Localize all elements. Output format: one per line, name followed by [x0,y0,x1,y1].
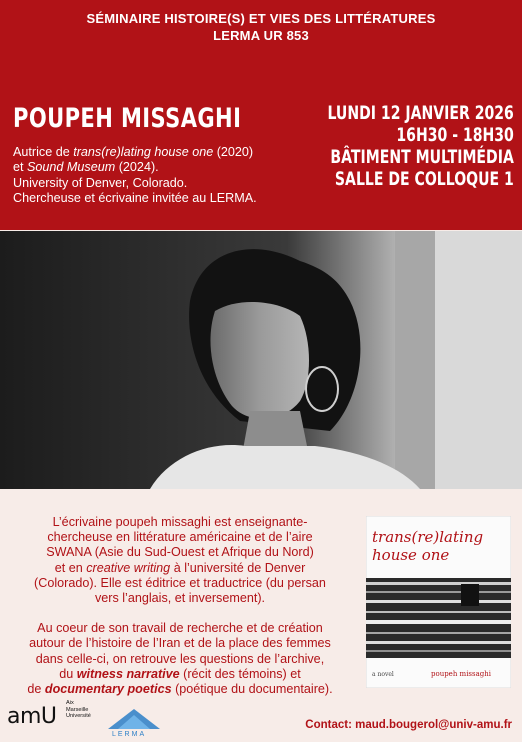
amu-logo: amU [7,704,57,729]
description-paragraph-2: Au coeur de son travail de recherche et de création autour de l’histoire de l’Iran et de la place des femmes dans celle-ci, on retrouve les questions de l’archive, du witness narrative (récit des témoins) et de documentary poetics (poétique du documentaire). [27,621,333,697]
event-time: 16H30 - 18H30 [396,124,514,146]
amu-logo-subtitle: Aix Marseille Université [66,700,91,720]
bio-line-2: et Sound Museum (2024). [13,160,159,175]
book-cover [366,516,511,688]
seminar-unit: LERMA UR 853 [213,28,309,43]
svg-text:LERMA: LERMA [112,731,147,737]
speaker-name: POUPEH MISSAGHI [13,103,242,134]
contact-email[interactable]: Contact: maud.bougerol@univ-amu.fr [305,719,512,731]
bio-line-3: University of Denver, Colorado. [13,175,188,190]
bio-line-4: Chercheuse et écrivaine invitée au LERMA. [13,191,257,206]
lerma-logo [104,703,164,737]
description-paragraph-1: L’écrivaine poupeh missaghi est enseignante- chercheuse en littérature américaine et de l’aire SWANA (Asie du Sud-Ouest et Afrique du Nord) et en creative writing à l’université de Denver (Colorado). Elle est éditrice et traductrice (du persan vers l’anglais, et inversement). [34,515,326,606]
book-cover-image [366,578,511,658]
speaker-portrait [0,231,522,489]
event-details [262,102,514,190]
description [0,515,360,712]
book-title-line-2: house one [372,546,450,564]
book-title-line-1: trans(re)lating [372,528,484,546]
book-title-sound: Sound Museum [27,160,116,175]
book-subtitle: a novel [372,671,394,678]
book-author: poupeh missaghi [431,670,492,678]
event-room: SALLE DE COLLOQUE 1 [335,168,514,190]
event-date: LUNDI 12 JANVIER 2026 [327,102,514,124]
seminar-title: SÉMINAIRE HISTOIRE(S) ET VIES DES LITTÉRATURES [86,11,436,26]
book-title-trans: trans(re)lating house one [73,145,214,159]
event-building: BÂTIMENT MULTIMÉDIA [330,146,514,168]
bio-line-1: Autrice de trans(re)lating house one (2020) [13,145,254,159]
header-banner [0,0,522,230]
speaker-bio [13,145,257,207]
